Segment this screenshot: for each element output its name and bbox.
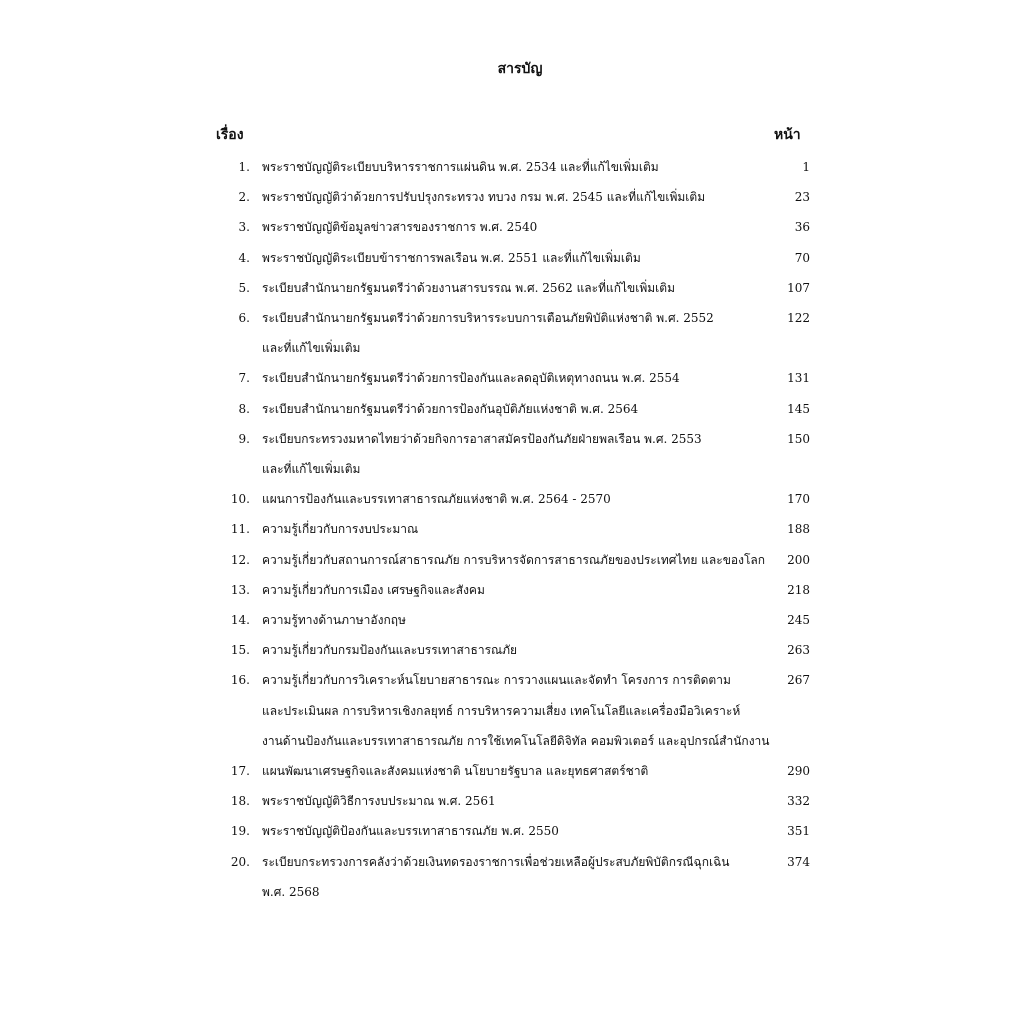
toc-entry (0, 545, 1024, 575)
toc-entry-page-number: 1 (802, 160, 810, 174)
toc-entry-number: 3. (238, 220, 250, 235)
toc-entry-title: พระราชบัญญัติระเบียบบริหารราชการแผ่นดิน พ.ศ. 2534 และที่แก้ไขเพิ่มเติม (262, 160, 659, 174)
toc-entry-page-number: 23 (794, 190, 810, 205)
toc-entry-page-number: 70 (794, 250, 810, 265)
toc-entry (0, 786, 1024, 816)
toc-entry-title: งานด้านป้องกันและบรรเทาสาธารณภัย การใช้เทคโนโลยีดิจิทัล คอมพิวเตอร์ และอุปกรณ์สำนักงาน (262, 733, 770, 748)
toc-entry (0, 514, 1024, 544)
toc-entry-page-number: 107 (787, 280, 810, 295)
toc-entry-title: ระเบียบสำนักนายกรัฐมนตรีว่าด้วยงานสารบรรณ พ.ศ. 2562 และที่แก้ไขเพิ่มเติม (262, 280, 675, 295)
toc-entry-page-number: 267 (787, 673, 810, 688)
toc-entry-number: 10. (230, 492, 250, 507)
toc-entry-title: และที่แก้ไขเพิ่มเติม (262, 462, 361, 477)
toc-entry (0, 484, 1024, 514)
toc-entry-title: ความรู้เกี่ยวกับการงบประมาณ (262, 522, 419, 537)
toc-entry-page-number: 263 (787, 643, 810, 658)
toc-entry-number: 4. (238, 250, 250, 265)
toc-entry-title: ความรู้เกี่ยวกับกรมป้องกันและบรรเทาสาธารณภัย (262, 643, 518, 658)
page-title: สารบัญ (497, 61, 543, 77)
toc-entry-title: แผนพัฒนาเศรษฐกิจและสังคมแห่งชาติ นโยบายรัฐบาล และยุทธศาสตร์ชาติ (262, 764, 649, 779)
toc-entry-title: และประเมินผล การบริหารเชิงกลยุทธ์ การบริหารความเสี่ยง เทคโนโลยีและเครื่องมือวิเคราะห์ (262, 703, 741, 718)
toc-entry-number: 12. (230, 552, 250, 567)
toc-entry-page-number: 332 (787, 794, 810, 809)
toc-entry-title: แผนการป้องกันและบรรเทาสาธารณภัยแห่งชาติ พ.ศ. 2564 - 2570 (262, 492, 611, 507)
toc-entry-number: 9. (238, 431, 250, 446)
column-header-page: หน้า (774, 127, 801, 143)
toc-entry (0, 243, 1024, 273)
toc-entry-number: 2. (238, 190, 250, 205)
toc-entry (0, 273, 1024, 303)
toc-entry-number: 20. (230, 854, 250, 869)
toc-entry-title: ความรู้เกี่ยวกับสถานการณ์สาธารณภัย การบริหารจัดการสาธารณภัยของประเทศไทย และของโลก (262, 552, 766, 567)
toc-entry-title: ระเบียบสำนักนายกรัฐมนตรีว่าด้วยการบริหารระบบการเตือนภัยพิบัติแห่งชาติ พ.ศ. 2552 (262, 311, 714, 326)
toc-entry (0, 303, 1024, 363)
toc-entry-number: 13. (230, 582, 250, 597)
toc-entry (0, 665, 1024, 756)
toc-entry (0, 575, 1024, 605)
toc-entry-page-number: 36 (794, 220, 810, 235)
toc-entry-page-number: 245 (787, 613, 810, 628)
toc-entry-title: พระราชบัญญัติวิธีการงบประมาณ พ.ศ. 2561 (262, 794, 496, 809)
toc-entry-title: ความรู้เกี่ยวกับการวิเคราะห์นโยบายสาธารณะ การวางแผนและจัดทำ โครงการ การติดตาม (262, 673, 731, 688)
toc-entry (0, 152, 1024, 182)
toc-entry-number: 14. (230, 613, 250, 628)
toc-entry (0, 635, 1024, 665)
toc-entry-title: ระเบียบกระทรวงการคลังว่าด้วยเงินทดรองราชการเพื่อช่วยเหลือผู้ประสบภัยพิบัติกรณีฉุกเฉิน (262, 854, 730, 869)
toc-entry-title: ระเบียบกระทรวงมหาดไทยว่าด้วยกิจการอาสาสมัครป้องกันภัยฝ่ายพลเรือน พ.ศ. 2553 (262, 431, 702, 446)
toc-entry-number: 16. (230, 673, 250, 688)
toc-entry-number: 18. (230, 794, 250, 809)
toc-entry-page-number: 290 (787, 764, 810, 779)
toc-entry (0, 182, 1024, 212)
toc-entry (0, 756, 1024, 786)
toc-entry (0, 847, 1024, 907)
toc-entry-page-number: 188 (787, 522, 810, 537)
toc-entry-page-number: 218 (787, 582, 810, 597)
toc-entry (0, 816, 1024, 846)
toc-entry-page-number: 145 (787, 401, 810, 416)
toc-entry-title: ระเบียบสำนักนายกรัฐมนตรีว่าด้วยการป้องกันและลดอุบัติเหตุทางถนน พ.ศ. 2554 (262, 371, 680, 386)
toc-entry-page-number: 351 (787, 824, 810, 839)
toc-entry-title: พ.ศ. 2568 (262, 884, 320, 899)
toc-entry-title: พระราชบัญญัติป้องกันและบรรเทาสาธารณภัย พ.ศ. 2550 (262, 824, 559, 839)
toc-entry-page-number: 122 (787, 311, 810, 326)
toc-entry-title: พระราชบัญญัติว่าด้วยการปรับปรุงกระทรวง ทบวง กรม พ.ศ. 2545 และที่แก้ไขเพิ่มเติม (262, 190, 706, 205)
toc-entry-number: 6. (238, 311, 250, 326)
toc-entry-title: พระราชบัญญัติระเบียบข้าราชการพลเรือน พ.ศ. 2551 และที่แก้ไขเพิ่มเติม (262, 250, 641, 265)
column-header-topic: เรื่อง (216, 127, 244, 143)
toc-entry-page-number: 374 (787, 854, 810, 869)
toc-entry-number: 15. (230, 643, 250, 658)
toc-entry-number: 19. (230, 824, 250, 839)
toc-entry (0, 394, 1024, 424)
toc-entry-title: พระราชบัญญัติข้อมูลข่าวสารของราชการ พ.ศ. 2540 (262, 220, 538, 235)
toc-entry-page-number: 131 (787, 371, 810, 386)
toc-entry-number: 5. (238, 280, 250, 295)
toc-entry-title: ระเบียบสำนักนายกรัฐมนตรีว่าด้วยการป้องกันอุบัติภัยแห่งชาติ พ.ศ. 2564 (262, 401, 639, 416)
toc-entry (0, 424, 1024, 484)
toc-entry (0, 212, 1024, 242)
toc-entry-page-number: 170 (787, 492, 810, 507)
toc-entry-number: 7. (238, 371, 250, 386)
toc-entry-title: และที่แก้ไขเพิ่มเติม (262, 341, 361, 356)
toc-entry-number: 11. (230, 522, 250, 537)
toc-entry-number: 8. (238, 401, 250, 416)
toc-entry-page-number: 150 (787, 431, 810, 446)
toc-entry-number: 17. (230, 764, 250, 779)
toc-entry-title: ความรู้เกี่ยวกับการเมือง เศรษฐกิจและสังคม (262, 582, 485, 597)
toc-entry-page-number: 200 (787, 552, 810, 567)
toc-entry-title: ความรู้ทางด้านภาษาอังกฤษ (262, 613, 406, 628)
toc-entry (0, 363, 1024, 393)
toc-entry-number: 1. (238, 160, 250, 174)
table-of-contents (0, 152, 1024, 907)
toc-entry (0, 605, 1024, 635)
